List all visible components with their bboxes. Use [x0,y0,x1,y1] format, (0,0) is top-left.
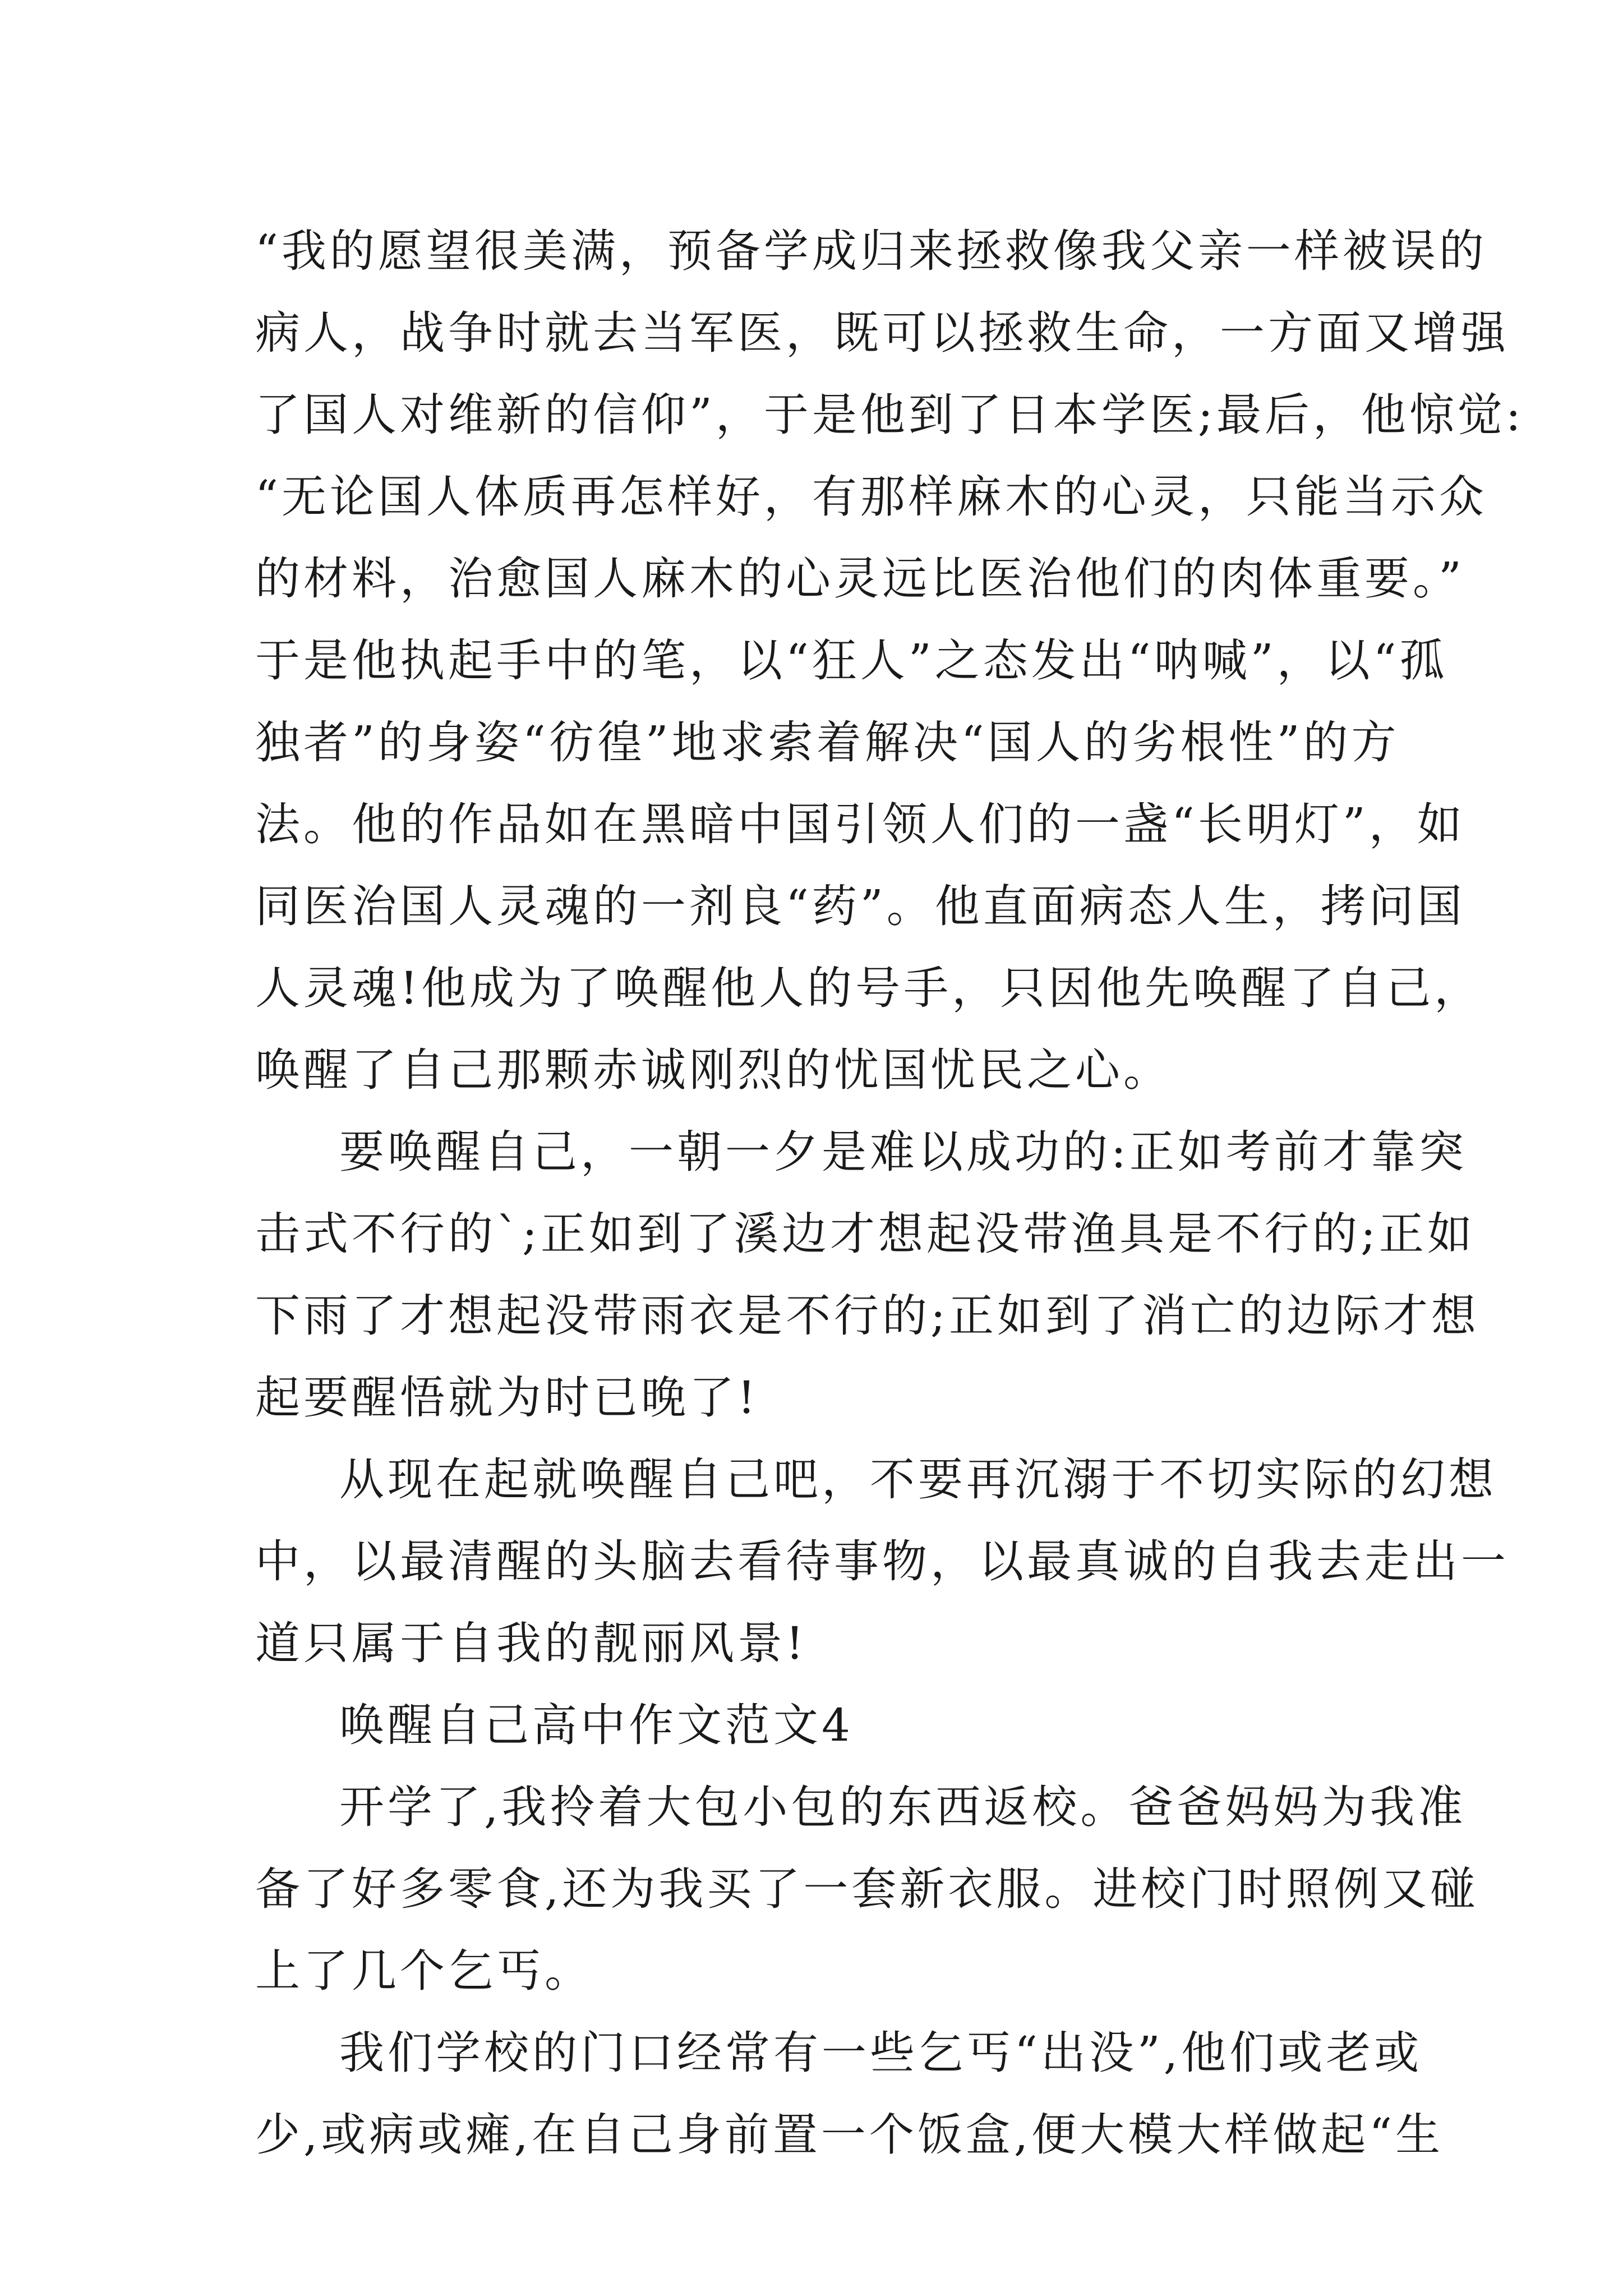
text-line-8: 法。他的作品如在黑暗中国引领人们的一盏“长明灯”，如 [255,798,1465,850]
text-line-20: 开学了,我拎着大包小包的东西返校。爸爸妈妈为我准 [339,1781,1467,1833]
text-line-1: “我的愿望很美满，预备学成归来拯救像我父亲一样被误的 [255,225,1487,277]
text-line-13: 击式不行的`;正如到了溪边才想起没带渔具是不行的;正如 [255,1208,1476,1260]
text-line-10: 人灵魂!他成为了唤醒他人的号手，只因他先唤醒了自己， [255,962,1483,1014]
text-line-2: 病人，战争时就去当军医，既可以拯救生命，一方面又增强 [255,307,1509,359]
section-heading: 唤醒自己高中作文范文4 [339,1699,854,1751]
text-line-7: 独者”的身姿“彷徨”地求索着解决“国人的劣根性”的方 [255,716,1400,769]
text-line-15: 起要醒悟就为时已晚了! [255,1372,759,1424]
text-line-24: 少,或病或瘫,在自己身前置一个饭盒,便大模大样做起“生 [255,2109,1444,2161]
text-line-3: 了国人对维新的信仰”，于是他到了日本学医;最后，他惊觉: [255,389,1524,441]
text-line-16: 从现在起就唤醒自己吧，不要再沉溺于不切实际的幻想 [339,1453,1497,1506]
text-line-14: 下雨了才想起没带雨衣是不行的;正如到了消亡的边际才想 [255,1290,1479,1342]
text-line-21: 备了好多零食,还为我买了一套新衣服。进校门时照例又碰 [255,1863,1479,1915]
text-line-17: 中，以最清醒的头脑去看待事物，以最真诚的自我去走出一 [255,1535,1509,1588]
text-line-11: 唤醒了自己那颗赤诚刚烈的忧国忧民之心。 [255,1044,1172,1096]
text-line-4: “无论国人体质再怎样好，有那样麻木的心灵，只能当示众 [255,471,1487,523]
text-line-12: 要唤醒自己，一朝一夕是难以成功的:正如考前才靠突 [339,1126,1467,1178]
text-line-23: 我们学校的门口经常有一些乞丐“出没”,他们或老或 [339,2027,1423,2079]
text-line-9: 同医治国人灵魂的一剂良“药”。他直面病态人生，拷问国 [255,880,1465,932]
text-line-22: 上了几个乞丐。 [255,1945,593,1997]
text-line-5: 的材料，治愈国人麻木的心灵远比医治他们的肉体重要。” [255,553,1465,605]
text-line-6: 于是他执起手中的笔，以“狂人”之态发出“呐喊”，以“孤 [255,634,1448,687]
document-body [255,210,1524,2176]
text-line-18: 道只属于自我的靓丽风景! [255,1617,808,1669]
